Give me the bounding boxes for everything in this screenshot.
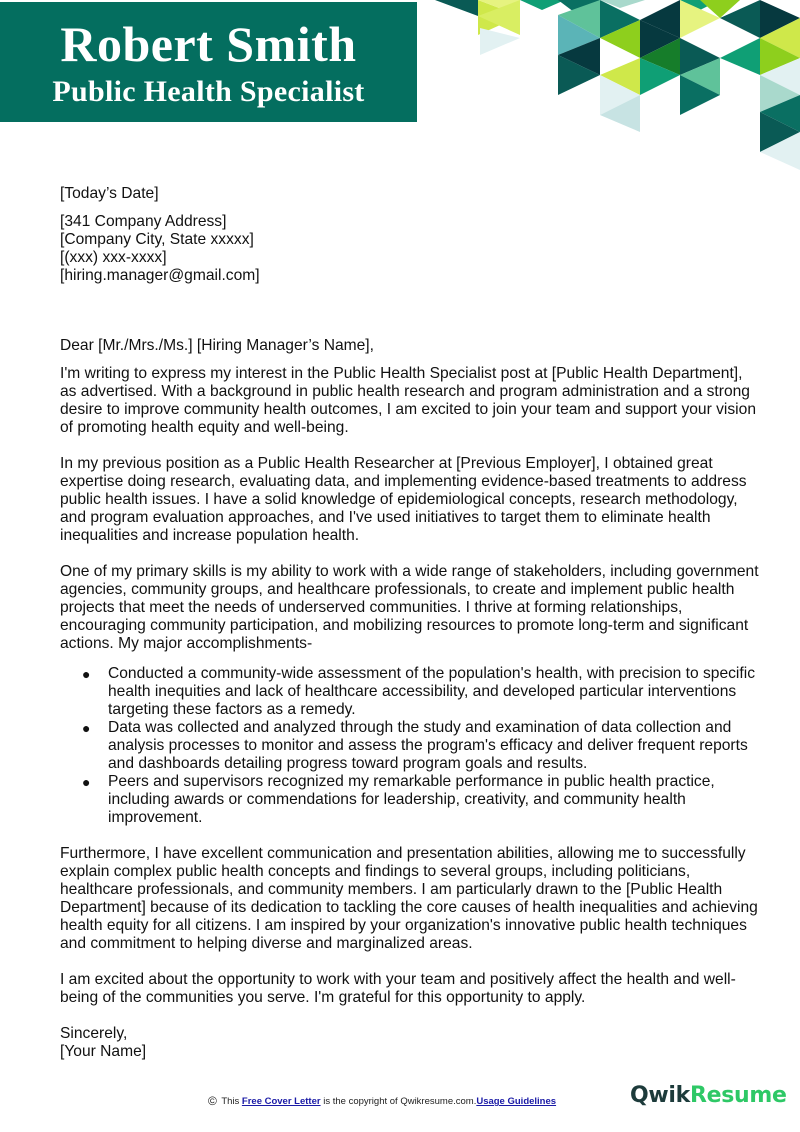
paragraph-communication: Furthermore, I have excellent communication and presentation abilities, allowing me to successfully explain complex public health concepts and findings to several groups, including politicians, healthcare professionals, and community members. I am particularly drawn to the [Public Health Department] because of its dedication to tackling the core causes of health inequalities and achieving health equity for all citizens. I am inspired by your organization's innovative public health techniques and commitment to helping diverse and marginalized areas. — [60, 845, 758, 952]
letter-date: [Today’s Date] — [60, 185, 159, 202]
signoff: Sincerely, — [60, 1025, 128, 1042]
bullet-icon: ● — [82, 774, 91, 790]
copyright-icon: © — [208, 1094, 217, 1108]
list-item: ● Data was collected and analyzed through the study and examination of data collection and analysis processes to monitor and assess the program's efficacy and deliver frequent reports and dashboards detailing progress toward program goals and results. — [82, 719, 748, 772]
recipient-city-state: [Company City, State xxxxx] — [60, 231, 254, 248]
recipient-address: [341 Company Address] — [60, 213, 227, 230]
bullet-icon: ● — [82, 720, 91, 736]
header-banner — [0, 2, 417, 122]
paragraph-experience: In my previous position as a Public Health Researcher at [Previous Employer], I obtained great expertise doing research, evaluating data, and implementing evidence-based treatments to address public health issues. I have a solid knowledge of epidemiological concepts, research methodology, and program evaluation approaches, and I've used initiatives to target them to eliminate health inequalities and increase population health. — [60, 455, 747, 544]
paragraph-skills: One of my primary skills is my ability to work with a wide range of stakeholders, including government agencies, community groups, and healthcare professionals, to create and implement public health projects that meet the needs of underserved communities. I thrive at forming relationships, encouraging community participation, and mobilizing resources to promote long-term and significant actions. My major accomplishments- — [60, 563, 759, 652]
paragraph-closing: I am excited about the opportunity to work with your team and positively affect the health and well-being of the communities you serve. I'm grateful for this opportunity to apply. — [60, 971, 736, 1006]
letter-body — [60, 185, 760, 1061]
greeting: Dear [Mr./Mrs./Ms.] [Hiring Manager’s Name], — [60, 337, 374, 354]
applicant-name: Robert Smith — [60, 16, 357, 72]
bullet-icon: ● — [82, 666, 91, 682]
geometric-triangle-pattern-icon — [420, 0, 800, 170]
list-item: ● Conducted a community-wide assessment of the population's health, with precision to specific health inequities and lack of healthcare accessibility, and developed particular interventions targeting these factors as a remedy. — [82, 665, 755, 718]
copyright-footer: © This Free Cover Letter is the copyright of Qwikresume.com.Usage Guidelines — [208, 1094, 557, 1108]
recipient-phone: [(xxx) xxx-xxxx] — [60, 249, 167, 266]
accomplishments-list — [60, 665, 760, 827]
recipient-email: [hiring.manager@gmail.com] — [60, 267, 260, 284]
free-cover-letter-link[interactable]: Free Cover Letter — [241, 1096, 321, 1107]
paragraph-intro: I'm writing to express my interest in the Public Health Specialist post at [Public Health Department], as advertised. With a background in public health research and program administration and a strong desire to improve community health outcomes, I am excited to join your team and support your vision of promoting health equity and well-being. — [60, 365, 756, 436]
applicant-job-title: Public Health Specialist — [52, 75, 365, 108]
list-item: ● Peers and supervisors recognized my remarkable performance in public health practice, including awards or commendations for leadership, creativity, and community health improvement. — [82, 773, 715, 826]
signature: [Your Name] — [60, 1043, 147, 1060]
recipient-block — [60, 213, 760, 285]
usage-guidelines-link[interactable]: Usage Guidelines — [476, 1096, 557, 1107]
qwikresume-logo: QwikResume — [630, 1083, 787, 1108]
